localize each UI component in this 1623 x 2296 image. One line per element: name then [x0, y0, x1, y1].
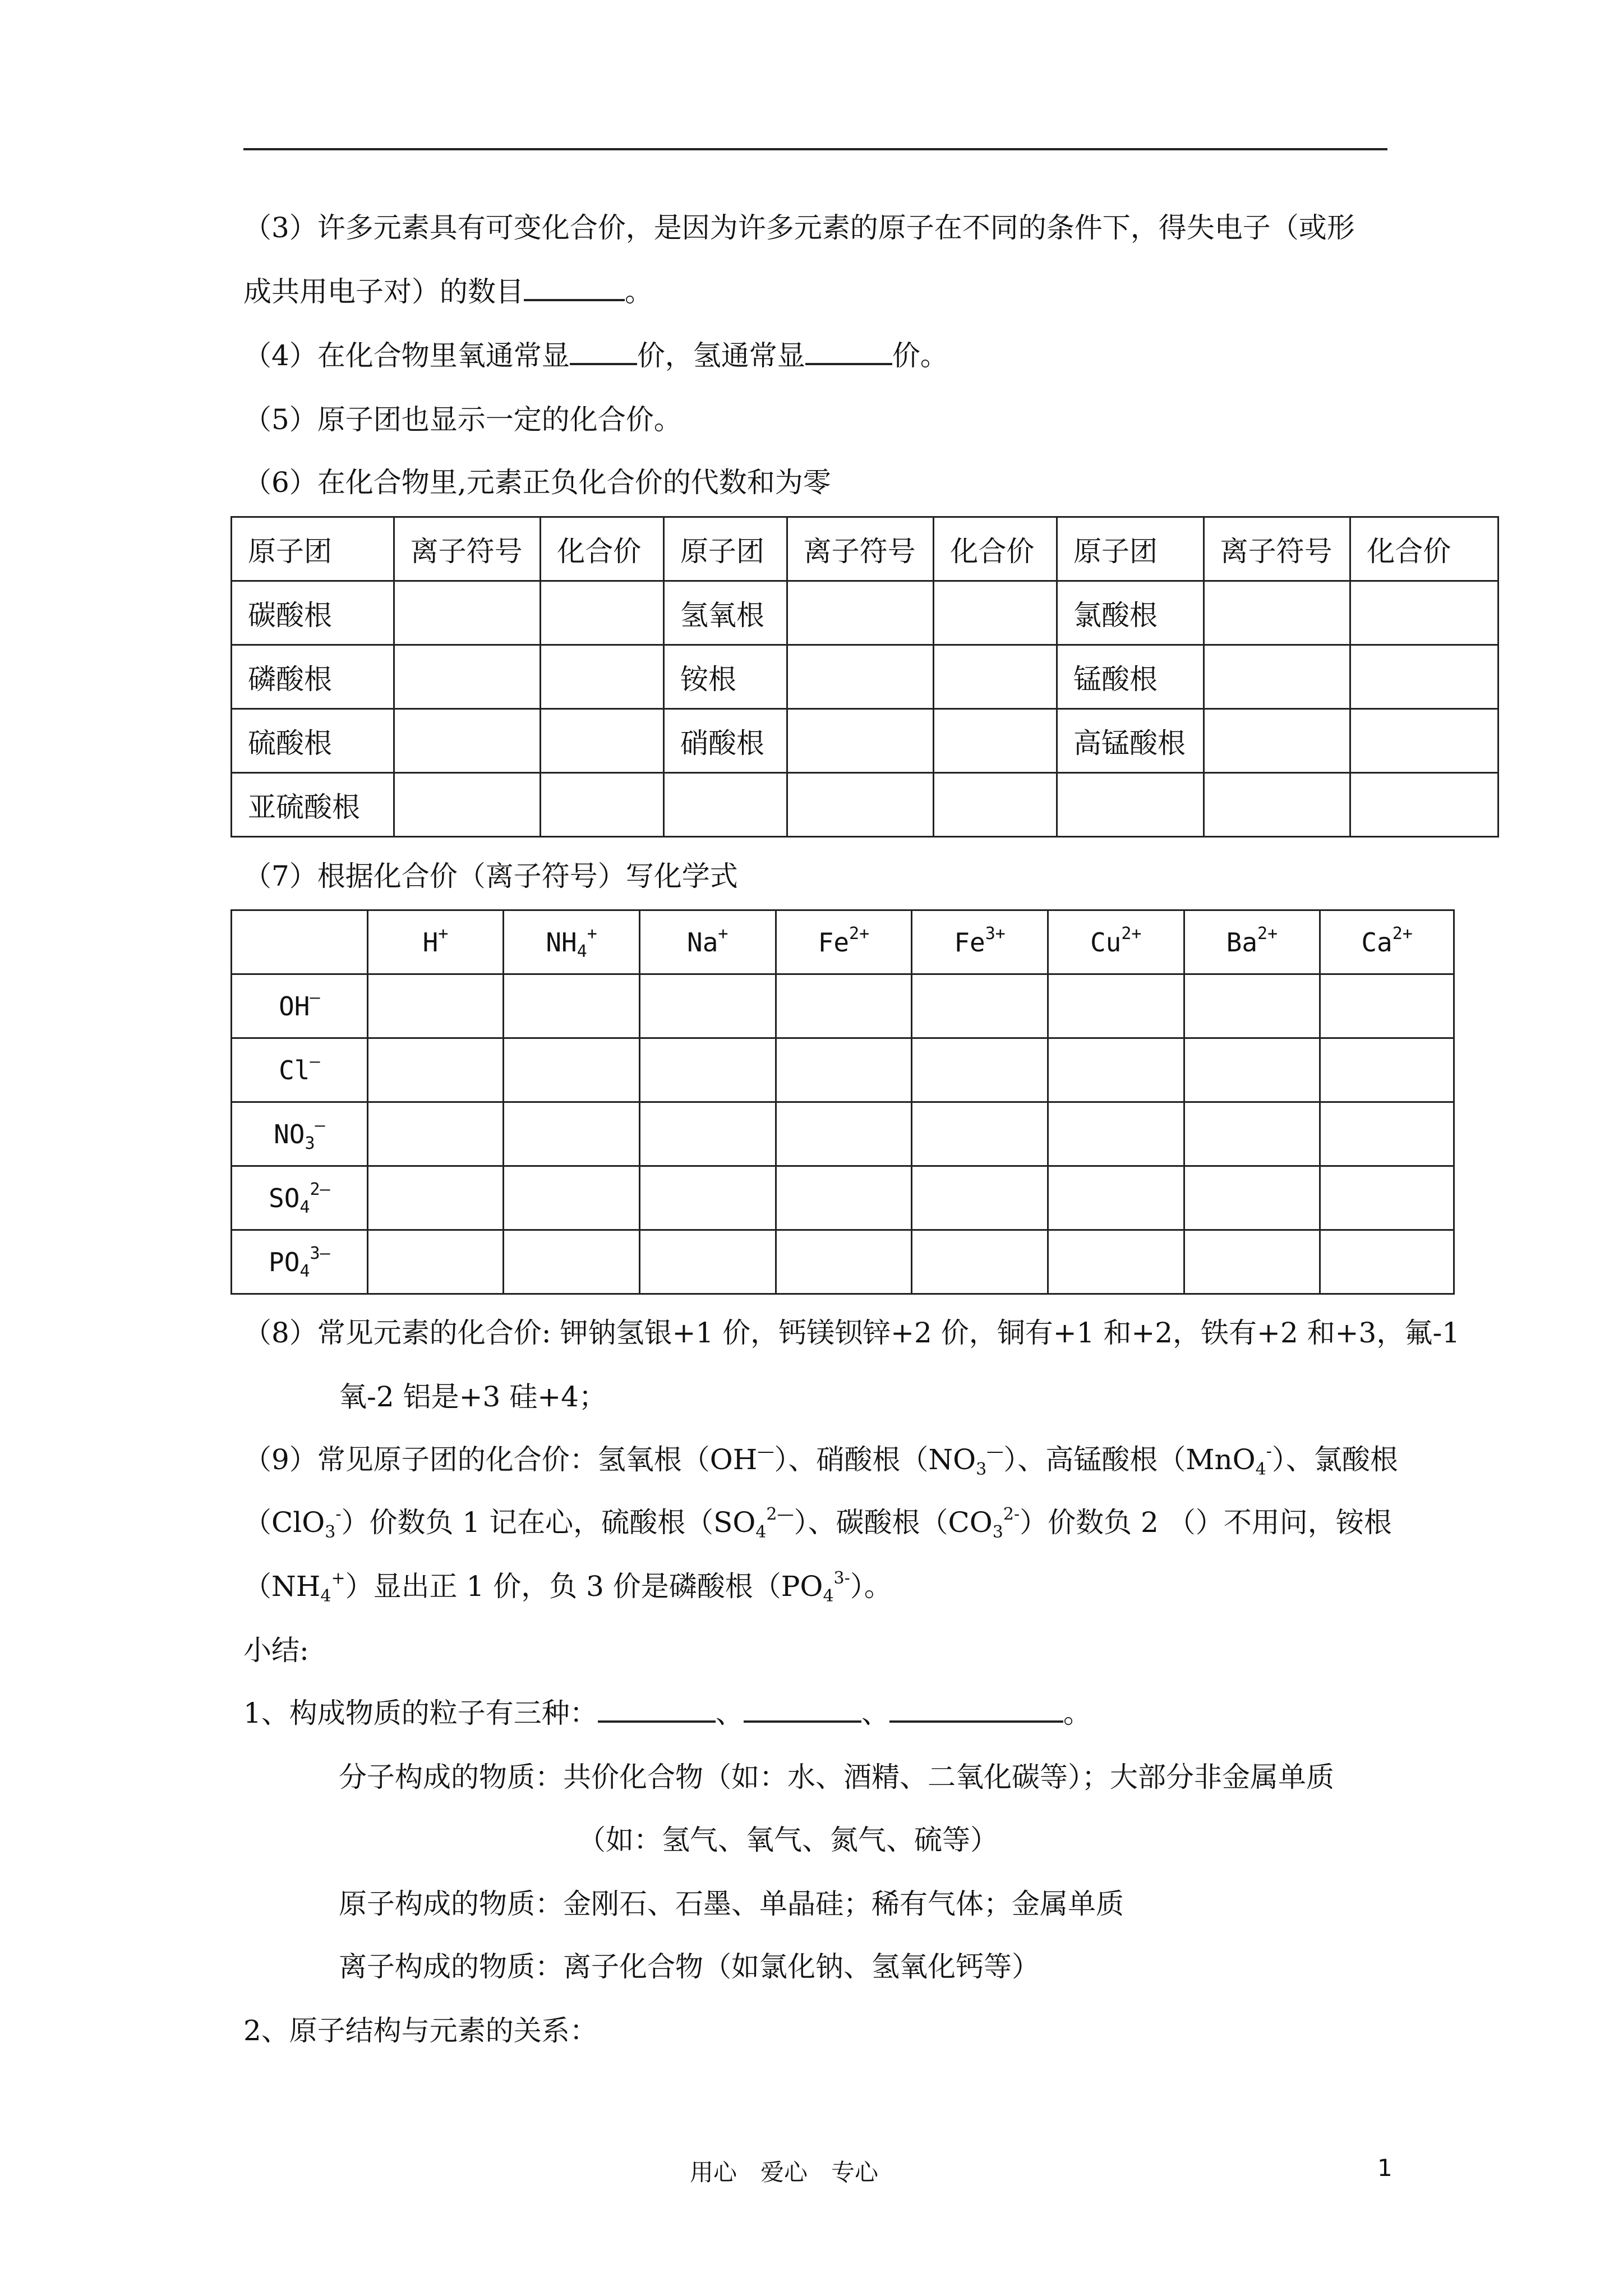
valence-header-cell: 原子团 — [1057, 517, 1204, 581]
formula-answer-cell[interactable] — [1048, 1166, 1184, 1230]
answer-cell[interactable] — [1057, 773, 1204, 837]
s9-text: ）、高锰酸根（MnO — [1003, 1443, 1256, 1476]
radical-name-cell: 硫酸根 — [232, 709, 394, 773]
anion-header-cell — [232, 1166, 368, 1230]
valence-header-cell: 原子团 — [232, 517, 394, 581]
ion-charge: — — [310, 987, 320, 1007]
s9-sub: 3 — [992, 1522, 1003, 1542]
answer-cell[interactable] — [1204, 773, 1350, 837]
formula-answer-cell[interactable] — [1048, 1102, 1184, 1166]
s9-sup: + — [331, 1568, 345, 1588]
answer-cell[interactable] — [394, 645, 541, 709]
section4-line — [243, 339, 948, 372]
answer-cell[interactable] — [394, 709, 541, 773]
answer-cell[interactable] — [934, 581, 1057, 645]
s9-sup: 2- — [1003, 1504, 1020, 1524]
anion-header-cell — [232, 974, 368, 1038]
answer-cell[interactable] — [787, 645, 934, 709]
ion-charge: 2— — [310, 1179, 330, 1199]
formula-answer-cell[interactable] — [776, 1038, 912, 1102]
formula-answer-cell[interactable] — [776, 974, 912, 1038]
ion-charge: 3+ — [985, 923, 1006, 944]
answer-cell[interactable] — [787, 581, 934, 645]
formula-answer-cell[interactable] — [639, 1230, 776, 1294]
formula-answer-cell[interactable] — [1184, 1038, 1320, 1102]
cation-header-cell — [776, 910, 912, 974]
formula-answer-cell[interactable] — [912, 974, 1048, 1038]
ion-subscript: 4 — [299, 1197, 310, 1217]
radical-name-cell: 碳酸根 — [232, 581, 394, 645]
section6-line: （6）在化合物里,元素正负化合价的代数和为零 — [243, 466, 831, 499]
formula-answer-cell[interactable] — [367, 974, 504, 1038]
ion-charge: 2+ — [1392, 923, 1413, 944]
ion-charge: 2+ — [1257, 923, 1278, 944]
formula-answer-cell[interactable] — [504, 974, 640, 1038]
ion-charge: 2+ — [1121, 923, 1142, 944]
radical-name-cell: 硝酸根 — [663, 709, 787, 773]
radical-name-cell: 高锰酸根 — [1057, 709, 1204, 773]
anion-row — [232, 1038, 1454, 1102]
s9-sup: — — [757, 1442, 774, 1461]
ion-subscript: 3 — [305, 1133, 315, 1153]
answer-cell[interactable] — [1350, 581, 1498, 645]
answer-cell[interactable] — [1204, 581, 1350, 645]
valence-row — [232, 581, 1498, 645]
cation-header-cell — [1048, 910, 1184, 974]
summary-molecule-line1: 分子构成的物质：共价化合物（如：水、酒精、二氧化碳等）；大部分非金属单质 — [339, 1761, 1334, 1793]
answer-cell[interactable] — [541, 709, 664, 773]
formula-answer-cell[interactable] — [1048, 974, 1184, 1038]
formula-answer-cell[interactable] — [1048, 1038, 1184, 1102]
formula-answer-cell[interactable] — [1184, 1230, 1320, 1294]
hydrogen-valence-blank[interactable] — [805, 341, 892, 365]
ion-base: Fe — [818, 927, 850, 958]
s9-text: ）、氯酸根 — [1271, 1443, 1398, 1476]
ion-base: OH — [279, 991, 310, 1022]
valence-table — [230, 516, 1499, 838]
answer-blank[interactable] — [524, 277, 625, 301]
valence-header-cell: 离子符号 — [394, 517, 541, 581]
s9-sub: 4 — [755, 1522, 767, 1542]
formula-answer-cell[interactable] — [776, 1166, 912, 1230]
formula-answer-cell[interactable] — [367, 1230, 504, 1294]
formula-answer-cell[interactable] — [639, 974, 776, 1038]
s9-sub: 4 — [320, 1586, 331, 1606]
section8-line2: 氧-2 铝是+3 硅+4； — [339, 1381, 607, 1413]
section4-text-a: （4）在化合物里氧通常显 — [243, 339, 570, 372]
s9-text: ）、碳酸根（CO — [794, 1506, 993, 1539]
ion-charge: + — [587, 923, 597, 944]
section3-line1: （3）许多元素具有可变化合价，是因为许多元素的原子在不同的条件下，得失电子（或形 — [243, 211, 1355, 244]
ion-charge: — — [315, 1115, 325, 1135]
ion-charge: + — [438, 923, 449, 944]
formula-answer-cell[interactable] — [776, 1230, 912, 1294]
valence-header-cell: 化合价 — [1350, 517, 1498, 581]
section3-line2-end: 。 — [625, 275, 653, 308]
s9-sub: 3 — [976, 1460, 987, 1479]
summary-sep: 、 — [861, 1697, 889, 1729]
cation-header-cell — [639, 910, 776, 974]
radical-name-cell: 铵根 — [663, 645, 787, 709]
ion-base: PO — [269, 1246, 300, 1277]
formula-answer-cell[interactable] — [1184, 1166, 1320, 1230]
formula-answer-cell[interactable] — [639, 1102, 776, 1166]
s9-text: ）价数负 1 记在心，硫酸根（SO — [341, 1506, 756, 1539]
radical-name-cell: 氯酸根 — [1057, 581, 1204, 645]
section9-line2 — [243, 1504, 1392, 1542]
s9-sub: 3 — [325, 1522, 336, 1542]
formula-answer-cell[interactable] — [504, 1102, 640, 1166]
answer-cell[interactable] — [787, 773, 934, 837]
s9-text: （NH — [243, 1570, 321, 1603]
ion-subscript: 4 — [577, 941, 587, 961]
formula-answer-cell[interactable] — [776, 1102, 912, 1166]
valence-header-cell: 化合价 — [934, 517, 1057, 581]
answer-cell[interactable] — [934, 709, 1057, 773]
summary-ion-line: 离子构成的物质：离子化合物（如氯化钠、氢氧化钙等） — [339, 1950, 1040, 1983]
formula-answer-cell[interactable] — [1320, 1038, 1454, 1102]
ion-base: Na — [687, 927, 718, 958]
oxygen-valence-blank[interactable] — [570, 341, 637, 365]
summary-molecule-line2: （如：氢气、氧气、氮气、硫等） — [578, 1824, 998, 1856]
formula-answer-cell[interactable] — [912, 1102, 1048, 1166]
particle-blank-1[interactable] — [598, 1698, 716, 1723]
summary-item1-text: 1、构成物质的粒子有三种： — [243, 1697, 598, 1729]
summary-item2: 2、原子结构与元素的关系： — [243, 2014, 598, 2047]
s9-sup: 2— — [766, 1504, 794, 1524]
ion-charge: + — [718, 923, 728, 944]
valence-row — [232, 645, 1498, 709]
answer-cell[interactable] — [1350, 645, 1498, 709]
particle-blank-2[interactable] — [744, 1698, 861, 1723]
s9-sub: 4 — [1255, 1460, 1266, 1479]
anion-header-cell — [232, 1102, 368, 1166]
cation-header-cell — [504, 910, 640, 974]
cation-header-cell — [912, 910, 1048, 974]
answer-cell[interactable] — [1204, 709, 1350, 773]
ion-base: Fe — [954, 927, 985, 958]
s9-text: （ClO — [243, 1506, 325, 1539]
ion-base: Ca — [1361, 927, 1393, 958]
summary-title: 小结: — [243, 1634, 309, 1667]
answer-cell[interactable] — [1350, 709, 1498, 773]
summary-sep: 、 — [715, 1697, 744, 1729]
ion-charge: 2+ — [849, 923, 870, 944]
section5-line: （5）原子团也显示一定的化合价。 — [243, 403, 682, 436]
formula-answer-cell[interactable] — [1320, 974, 1454, 1038]
valence-row — [232, 709, 1498, 773]
s9-text: ）显出正 1 价，负 3 价是磷酸根（PO — [345, 1570, 823, 1603]
formula-answer-cell[interactable] — [504, 1166, 640, 1230]
summary-end: 。 — [1063, 1697, 1091, 1729]
summary-item1 — [243, 1696, 1091, 1730]
formula-answer-cell[interactable] — [1184, 974, 1320, 1038]
s9-text: ）价数负 2 （）不用问，铵根 — [1020, 1506, 1392, 1539]
formula-answer-cell[interactable] — [639, 1166, 776, 1230]
section4-text-b: 价，氢通常显 — [637, 339, 805, 372]
cation-header-cell — [1184, 910, 1320, 974]
answer-cell[interactable] — [394, 773, 541, 837]
corner-cell — [232, 910, 368, 974]
cation-header-row — [232, 910, 1454, 974]
section8-line1: （8）常见元素的化合价: 钾钠氢银+1 价，钙镁钡锌+2 价，铜有+1 和+2，铁有+2 和+3，氟-1 — [243, 1317, 1460, 1349]
ion-base: H — [422, 927, 439, 958]
formula-answer-cell[interactable] — [639, 1038, 776, 1102]
formula-answer-cell[interactable] — [912, 1038, 1048, 1102]
answer-cell[interactable] — [934, 773, 1057, 837]
ion-base: Cl — [279, 1055, 310, 1085]
radical-name-cell: 亚硫酸根 — [232, 773, 394, 837]
anion-row — [232, 1166, 1454, 1230]
ion-base: NH — [546, 927, 577, 958]
cation-header-cell — [367, 910, 504, 974]
valence-header-cell: 离子符号 — [787, 517, 934, 581]
section3-line2 — [243, 275, 653, 309]
formula-answer-cell[interactable] — [367, 1038, 504, 1102]
formula-answer-cell[interactable] — [1320, 1166, 1454, 1230]
anion-row — [232, 1230, 1454, 1294]
section9-line1 — [243, 1442, 1398, 1479]
answer-cell[interactable] — [1350, 773, 1498, 837]
ion-base: Ba — [1226, 927, 1258, 958]
formula-answer-cell[interactable] — [367, 1102, 504, 1166]
page-number: 1 — [1377, 2154, 1393, 2182]
anion-row — [232, 1102, 1454, 1166]
answer-cell[interactable] — [787, 709, 934, 773]
section3-line2-text: 成共用电子对）的数目 — [243, 275, 524, 308]
formula-answer-cell[interactable] — [504, 1230, 640, 1294]
s9-sub: 4 — [823, 1586, 834, 1606]
valence-header-cell: 离子符号 — [1204, 517, 1350, 581]
formula-table — [230, 909, 1455, 1295]
radical-name-cell: 磷酸根 — [232, 645, 394, 709]
answer-cell[interactable] — [541, 645, 664, 709]
formula-answer-cell[interactable] — [1320, 1230, 1454, 1294]
valence-row — [232, 773, 1498, 837]
answer-cell[interactable] — [934, 645, 1057, 709]
s9-sup: — — [986, 1442, 1004, 1461]
formula-answer-cell[interactable] — [1320, 1102, 1454, 1166]
section4-text-c: 价。 — [892, 339, 948, 372]
s9-sup: 3- — [833, 1568, 850, 1588]
valence-header-cell: 原子团 — [663, 517, 787, 581]
ion-charge: 3— — [310, 1243, 330, 1263]
anion-header-cell — [232, 1038, 368, 1102]
answer-cell[interactable] — [541, 773, 664, 837]
valence-header-row — [232, 517, 1498, 581]
section9-line3 — [243, 1568, 892, 1606]
s9-sup: - — [335, 1504, 342, 1524]
footer-slogan: 用心 爱心 专心 — [690, 2159, 879, 2186]
formula-answer-cell[interactable] — [1048, 1230, 1184, 1294]
formula-answer-cell[interactable] — [504, 1038, 640, 1102]
formula-answer-cell[interactable] — [1184, 1102, 1320, 1166]
valence-header-cell: 化合价 — [541, 517, 664, 581]
anion-row — [232, 974, 1454, 1038]
anion-header-cell — [232, 1230, 368, 1294]
s9-text: （9）常见原子团的化合价：氢氧根（OH — [243, 1443, 758, 1476]
answer-cell[interactable] — [541, 581, 664, 645]
section7-line: （7）根据化合价（离子符号）写化学式 — [243, 860, 738, 892]
formula-answer-cell[interactable] — [912, 1166, 1048, 1230]
ion-charge: — — [310, 1051, 320, 1071]
answer-cell[interactable] — [663, 773, 787, 837]
answer-cell[interactable] — [394, 581, 541, 645]
ion-base: NO — [274, 1119, 305, 1149]
formula-answer-cell[interactable] — [912, 1230, 1048, 1294]
s9-sup: - — [1266, 1442, 1272, 1461]
ion-subscript: 4 — [299, 1261, 310, 1281]
s9-text: ）、硝酸根（NO — [774, 1443, 976, 1476]
radical-name-cell: 氢氧根 — [663, 581, 787, 645]
summary-atom-line: 原子构成的物质：金刚石、石墨、单晶硅；稀有气体；金属单质 — [339, 1888, 1124, 1920]
formula-answer-cell[interactable] — [367, 1166, 504, 1230]
cation-header-cell — [1320, 910, 1454, 974]
radical-name-cell: 锰酸根 — [1057, 645, 1204, 709]
s9-text: ）。 — [850, 1570, 892, 1603]
answer-cell[interactable] — [1204, 645, 1350, 709]
particle-blank-3[interactable] — [889, 1698, 1063, 1723]
ion-base: SO — [269, 1182, 300, 1213]
ion-base: Cu — [1090, 927, 1122, 958]
header-rule — [243, 148, 1387, 150]
